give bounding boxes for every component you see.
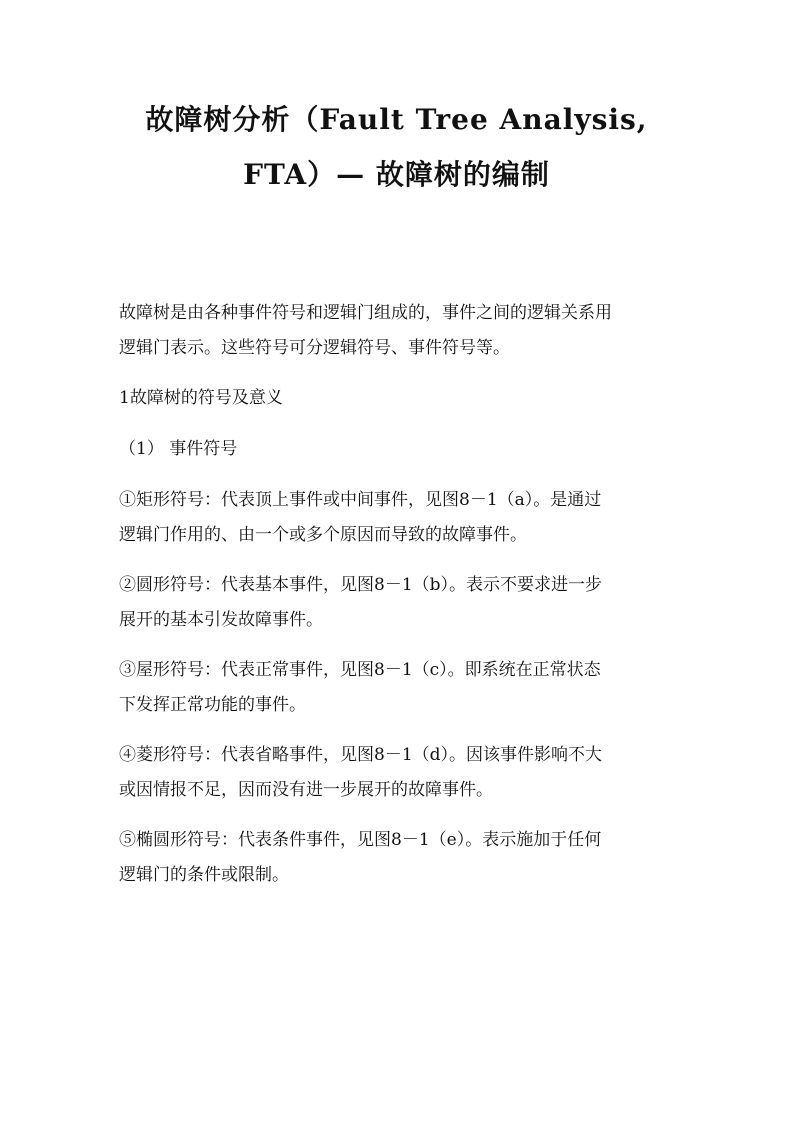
paragraph-line: （1） 事件符号 — [119, 439, 238, 459]
paragraph-line: 逻辑门的条件或限制。 — [119, 865, 289, 885]
paragraph-line: 或因情报不足，因而没有进一步展开的故障事件。 — [119, 780, 493, 800]
paragraph-line: ②圆形符号：代表基本事件，见图8－1（b）。表示不要求进一步 — [119, 575, 603, 595]
document-title-line-2: FTA）— 故障树的编制 — [243, 158, 550, 191]
paragraph-line: ①矩形符号：代表顶上事件或中间事件，见图8－1（a）。是通过 — [119, 490, 602, 510]
paragraph-line: 逻辑门作用的、由一个或多个原因而导致的故障事件。 — [119, 525, 527, 545]
paragraph-line: ④菱形符号：代表省略事件，见图8－1（d）。因该事件影响不大 — [119, 745, 603, 765]
section-heading — [119, 381, 679, 416]
rectangle-symbol-paragraph — [119, 483, 679, 553]
document-title-line-1: 故障树分析（Fault Tree Analysis, — [145, 103, 648, 136]
paragraph-line: 故障树是由各种事件符号和逻辑门组成的，事件之间的逻辑关系用 — [119, 303, 612, 323]
house-symbol-paragraph — [119, 653, 679, 723]
intro-paragraph — [119, 296, 679, 366]
paragraph-line: 1故障树的符号及意义 — [119, 388, 283, 408]
ellipse-symbol-paragraph — [119, 823, 679, 893]
circle-symbol-paragraph — [119, 568, 679, 638]
paragraph-line: 逻辑门表示。这些符号可分逻辑符号、事件符号等。 — [119, 338, 510, 358]
paragraph-line: 展开的基本引发故障事件。 — [119, 610, 323, 630]
paragraph-line: 下发挥正常功能的事件。 — [119, 695, 306, 715]
paragraph-line: ③屋形符号：代表正常事件，见图8－1（c）。即系统在正常状态 — [119, 660, 601, 680]
paragraph-line: ⑤椭圆形符号：代表条件事件，见图8－1（e）。表示施加于任何 — [119, 830, 602, 850]
subsection-heading — [119, 432, 679, 467]
diamond-symbol-paragraph — [119, 738, 679, 808]
